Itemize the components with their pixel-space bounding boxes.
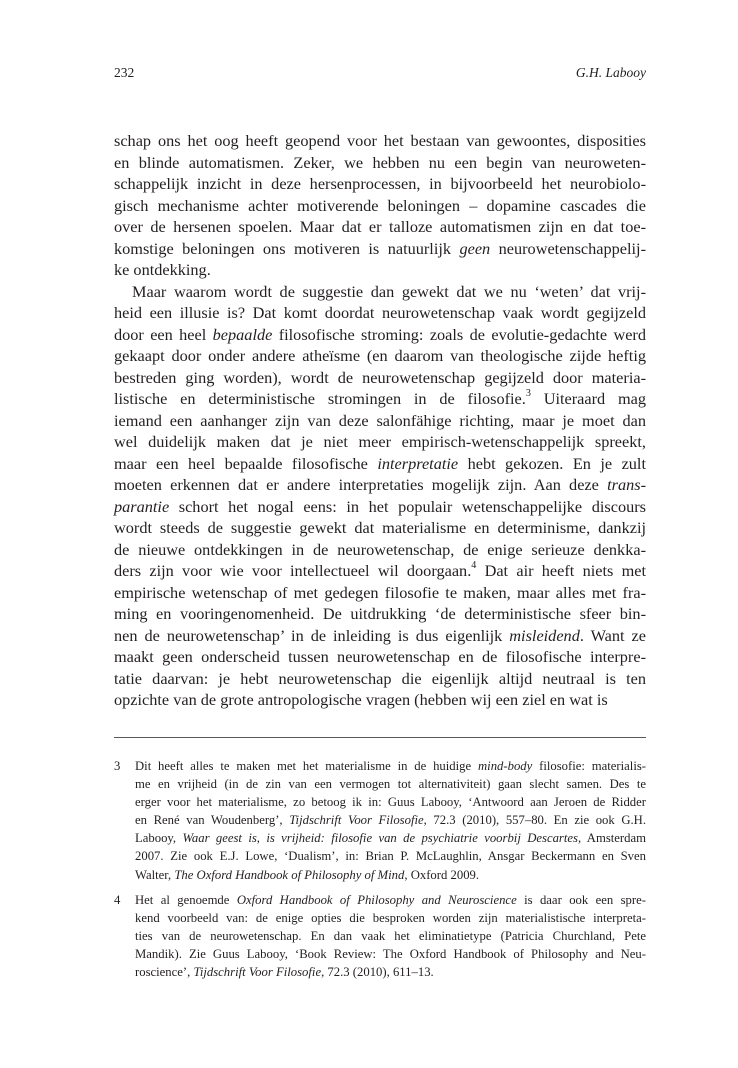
text-run: ders zijn voor wie voor intellectueel wil doorgaan. [114, 561, 472, 580]
text-run: en blinde automatismen. Zeker, we hebben nu een begin van neuroweten- [114, 152, 646, 172]
text-run: heid een illusie is? Dat komt doordat neurowetenschap vaak wordt gegijzeld [114, 303, 646, 322]
footnote-line [135, 866, 646, 884]
text-run: Uiteraard mag [530, 389, 647, 408]
text-line [114, 517, 646, 539]
text-run: ke ontdekking. [114, 260, 211, 279]
page-number: 232 [114, 65, 135, 80]
footnotes [114, 757, 646, 988]
footnote-line [135, 811, 646, 829]
text-line [114, 603, 646, 625]
text-line [114, 388, 646, 410]
text-run: 2007. Zie ook E.J. Lowe, ‘Dualism’, in: Brian P. McLaughlin, Ansgar Beckermann en Sven [135, 849, 646, 864]
text-line [114, 259, 646, 281]
text-line [114, 195, 646, 217]
text-line [114, 582, 646, 604]
text-line [114, 410, 646, 432]
text-run: wel duidelijk maken dat je niet meer empirisch-wetenschappelijk spreekt, [114, 432, 646, 451]
text-line [114, 238, 646, 260]
text-run: schap ons het oog heeft geopend voor het bestaan van gewoontes, disposities [114, 131, 646, 150]
text-line [114, 453, 646, 475]
text-line [114, 302, 646, 324]
text-run: filosofische stroming: zoals de evolutie-gedachte werd [272, 324, 646, 344]
text-run: me en vrijheid (in de zin van een vermogen tot alternativiteit) gaan slecht samen. Des te [135, 777, 646, 792]
footnote-line [135, 945, 646, 963]
text-line [114, 431, 646, 453]
footnote-number: 3 [114, 759, 121, 773]
italic-text: mind-body [478, 759, 533, 773]
text-line [114, 216, 646, 238]
text-run: Dit heeft alles te maken met het materialisme in de huidige [135, 759, 478, 773]
text-line [114, 281, 646, 303]
footnote-number: 4 [114, 892, 121, 907]
italic-text: geen [459, 238, 491, 258]
text-run: Walter, [135, 867, 175, 882]
footnote-reference: 3 [525, 388, 531, 400]
text-line [114, 367, 646, 389]
text-line [114, 539, 646, 561]
italic-text: Tijdschrift Voor Filosofie [289, 813, 424, 828]
text-run: , Amsterdam [577, 831, 646, 846]
text-run: Dat air heeft niets met [476, 561, 646, 580]
text-run: Het al genoemde [135, 892, 237, 907]
footnote-divider [114, 737, 646, 738]
running-head-author: G.H. Labooy [575, 65, 646, 80]
text-run: komstige beloningen ons motiveren is natuurlijk [114, 238, 460, 258]
text-run: . Want ze [579, 625, 646, 645]
italic-text: bepaalde [212, 324, 273, 344]
italic-text: trans- [607, 475, 646, 494]
text-run: iemand een aanhanger zijn van deze salonfähige richting, maar je moet dan [114, 410, 646, 430]
text-run: moeten erkennen dat er andere interpretaties mogelijk zijn. Aan deze [114, 475, 608, 494]
text-line [114, 173, 646, 195]
text-run: Labooy, [135, 831, 183, 846]
footnote-line [135, 757, 646, 775]
text-run: gisch mechanisme achter motiverende beloningen – dopamine cascades die [114, 195, 646, 215]
text-run: , Oxford 2009. [404, 867, 480, 882]
footnote-line [135, 909, 646, 927]
italic-text: The Oxford Handbook of Philosophy of Mind [174, 867, 405, 882]
footnote-line [135, 847, 646, 865]
italic-text: Tijdschrift Voor Filosofie [193, 965, 322, 980]
text-run: gekaapt door onder andere atheïsme (en daarom van theologische zijde heftig [114, 346, 646, 365]
footnote-line [135, 963, 646, 981]
footnote-line [135, 793, 646, 811]
text-line [114, 646, 646, 668]
text-run: opzichte van de grote antropologische vragen (hebben wij een ziel en wat is [114, 690, 608, 709]
text-run: ties van de neurowetenschap. En dan vaak het eliminatietype (Patricia Churchland, Pete [135, 928, 646, 943]
text-run: nen de neurowetenschap’ in de inleiding is dus eigenlijk [114, 625, 510, 645]
text-run: , 72.3 (2010), 611–13. [321, 965, 434, 980]
text-line [114, 625, 646, 647]
text-run: en René van Woudenberg’, [135, 813, 290, 828]
text-run: maakt geen onderscheid tussen neurowetenschap en de filosofische interpre- [114, 647, 646, 666]
text-run: tatie daarvan: je hebt neurowetenschap die eigenlijk altijd neutraal is ten [114, 668, 646, 688]
text-line [114, 560, 646, 582]
text-run: hebt gekozen. En je zult [458, 453, 646, 473]
footnote [114, 891, 646, 981]
italic-text: interpretatie [377, 453, 459, 473]
text-line [114, 496, 646, 518]
text-run: bestreden ging worden), wordt de neurowetenschap gegijzeld door materia- [114, 367, 646, 387]
text-run: neurowetenschappelij- [490, 238, 646, 258]
text-run: erger voor het materialisme, zo betoog ik in: Guus Labooy, ‘Antwoord aan Jeroen de Ridder [135, 795, 646, 810]
footnote-line [135, 927, 646, 945]
footnote-reference: 4 [471, 560, 477, 572]
running-header [114, 65, 646, 85]
text-run: ming en vooringenomenheid. De uitdrukking ‘de deterministische sfeer bin- [114, 604, 646, 623]
text-run: schappelijk inzicht in deze hersenprocessen, in bijvoorbeeld het neurobiolo- [114, 174, 646, 193]
text-run: roscience’, [135, 965, 194, 980]
text-line [114, 324, 646, 346]
text-run: empirische wetenschap of met gedegen filosofie te maken, maar alles met fra- [114, 582, 646, 602]
text-run: over de hersenen spoelen. Maar dat er talloze automatismen zijn en dat toe- [114, 217, 646, 236]
body-text [114, 130, 646, 711]
text-run: listische en deterministische stromingen in de filosofie. [114, 389, 526, 408]
text-line [114, 130, 646, 152]
text-run: kend voorbeeld van: de enige opties die besproken worden zijn materialistische interpreta- [135, 910, 646, 925]
footnote-line [135, 829, 646, 847]
text-run: filosofie: materialis- [532, 759, 647, 773]
text-run: , 72.3 (2010), 557–80. En zie ook G.H. [423, 813, 647, 828]
text-run: is daar ook een spre- [516, 892, 646, 907]
text-run: Mandik). Zie Guus Labooy, ‘Book Review: The Oxford Handbook of Philosophy and Neu- [135, 946, 646, 961]
text-line [114, 474, 646, 496]
text-run: maar een heel bepaalde filosofische [114, 453, 378, 473]
text-line [114, 689, 646, 711]
footnote-line [135, 891, 646, 909]
text-run: de nieuwe ontdekkingen in de neurowetenschap, de enige serieuze denkka- [114, 539, 646, 559]
italic-text: misleidend [509, 625, 580, 645]
text-run: door een heel [114, 324, 213, 344]
text-line [114, 152, 646, 174]
footnote [114, 757, 646, 884]
italic-text: parantie [114, 496, 170, 516]
text-line [114, 345, 646, 367]
italic-text: Waar geest is, is vrijheid: filosofie van de psychiatrie voorbij Descartes [182, 831, 578, 846]
text-run: schort het nogal eens: in het populair wetenschappelijke discours [169, 496, 646, 516]
italic-text: Oxford Handbook of Philosophy and Neuroscience [236, 892, 517, 907]
text-line [114, 668, 646, 690]
text-run: wordt steeds de suggestie gewekt dat materialisme en determinisme, dankzij [114, 518, 646, 537]
footnote-line [135, 775, 646, 793]
text-run: Maar waarom wordt de suggestie dan gewekt dat we nu ‘weten’ dat vrij- [132, 281, 646, 301]
